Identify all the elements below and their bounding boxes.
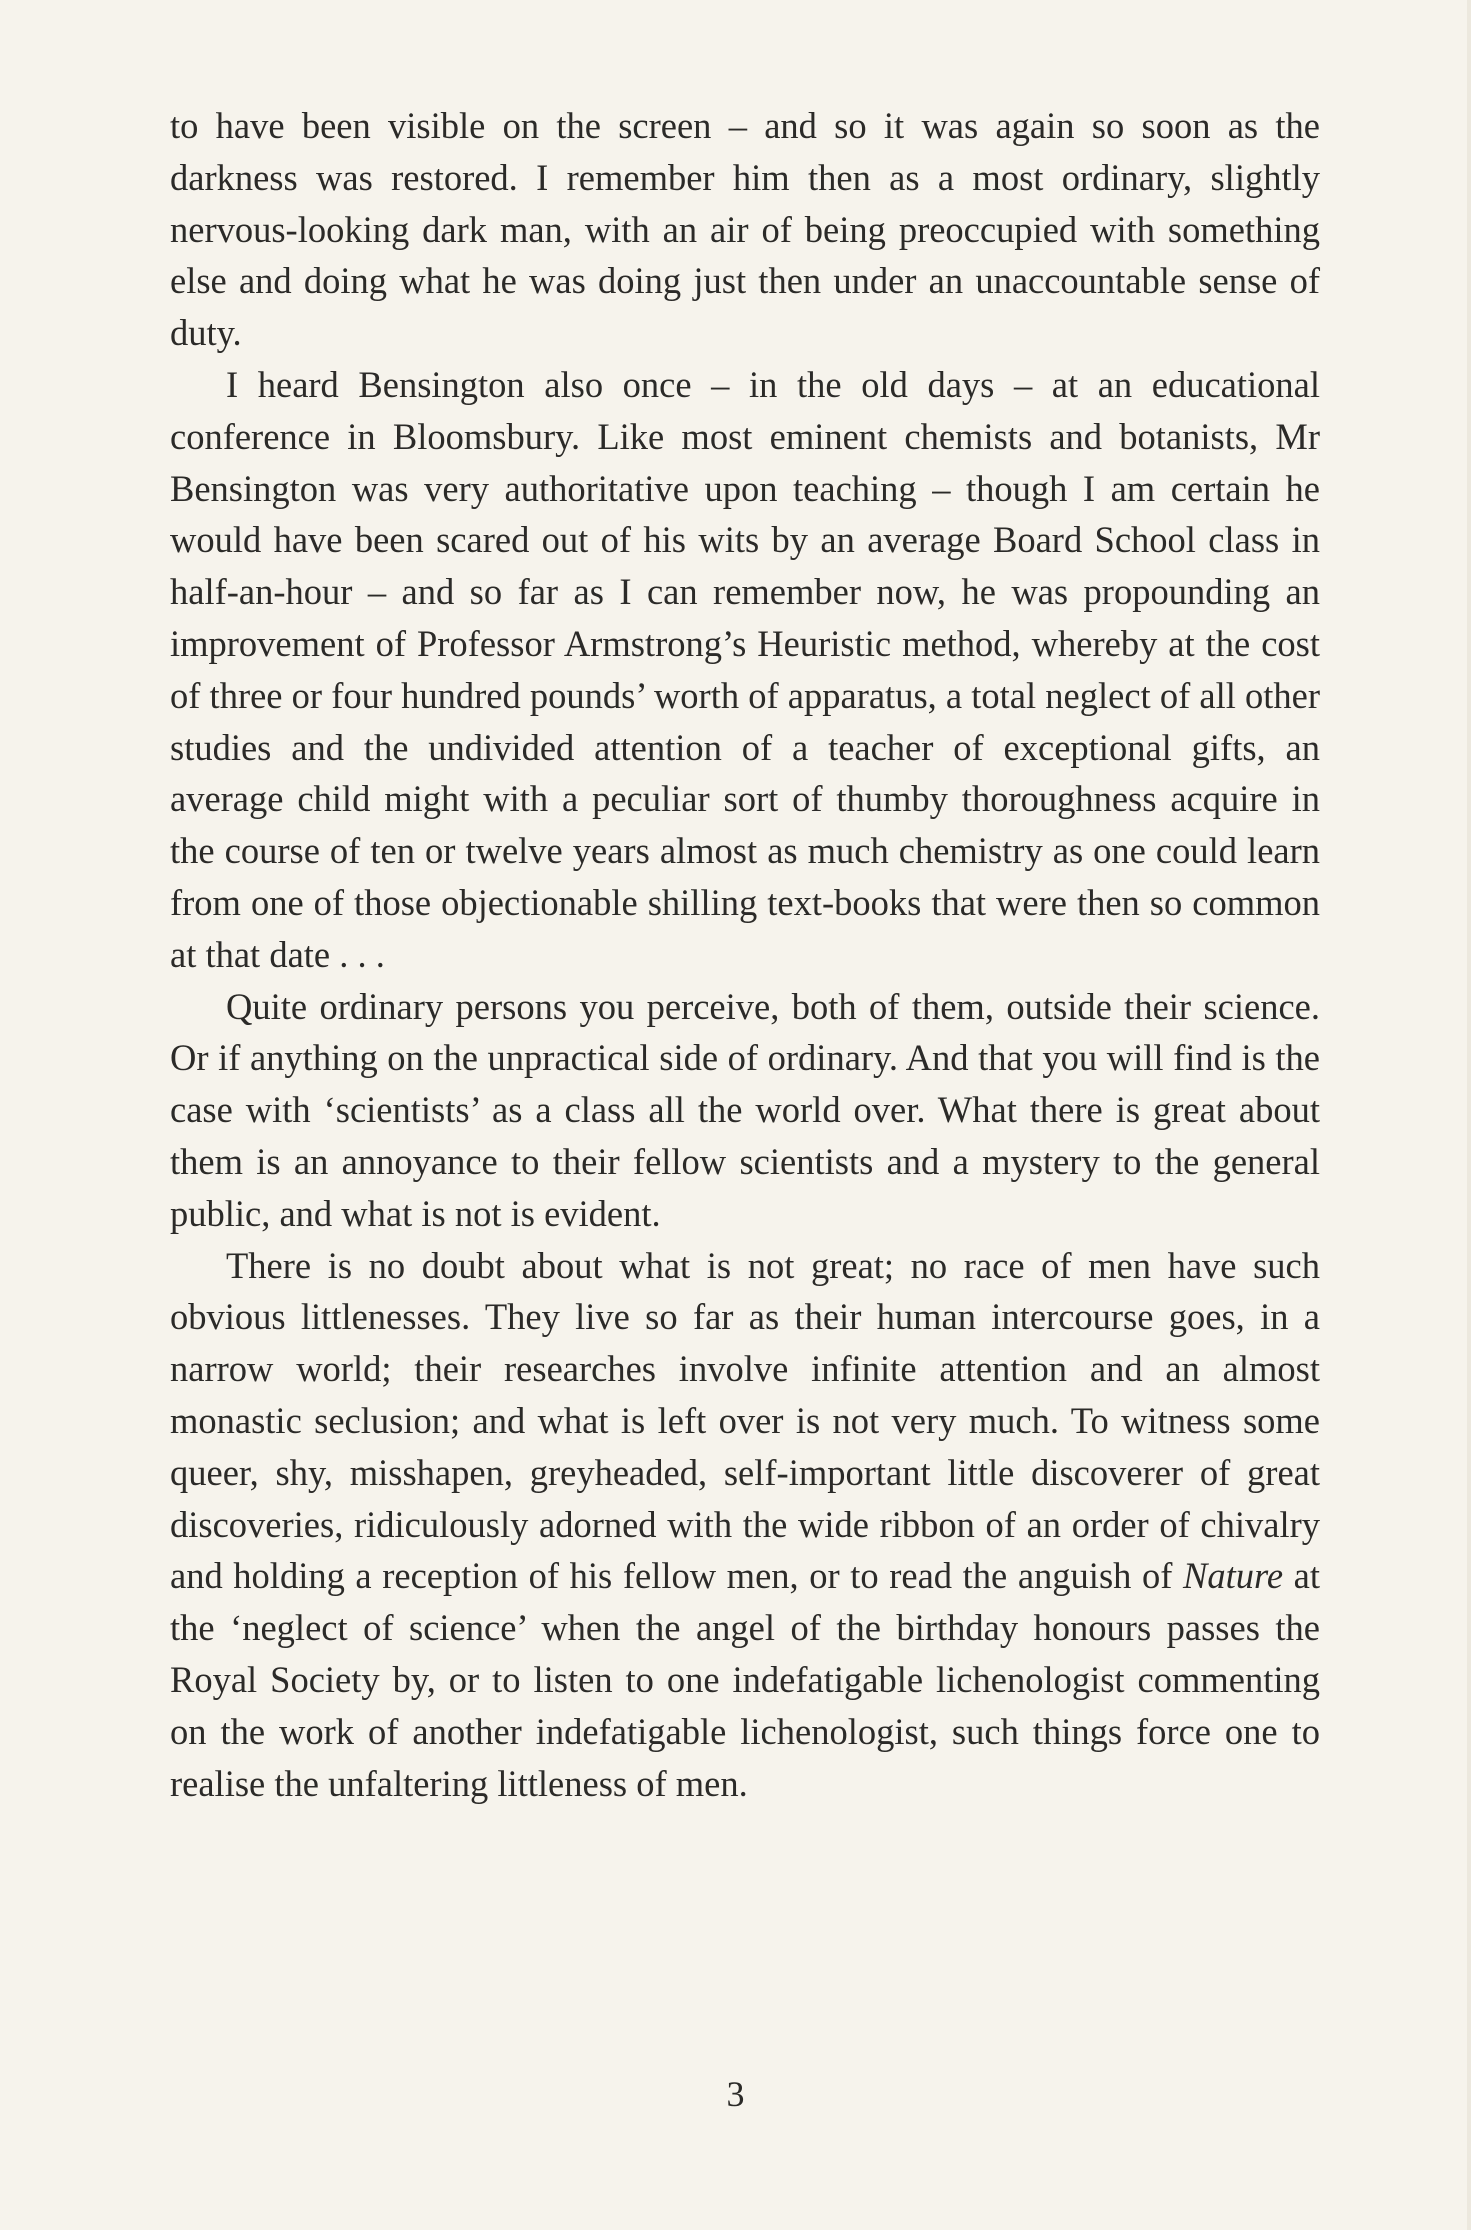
paragraph-4-text-b: at the ‘neglect of science’ when the angel of the birthday honours passes the Royal Society by, or to listen to one indefatigable lichenologist commenting on the work of another indefatigable lichenologist, such things force one to realise the unfaltering littleness of men. [170,1555,1321,1804]
page-edge [1467,0,1471,2230]
page-text-block [170,100,1320,1809]
page-number: 3 [726,2074,745,2114]
paragraph-4-text-a: There is no doubt about what is not great; no race of men have such obvious littlenesses. They live so far as their human intercourse goes, in a narrow world; their researches involve infinite attention and an almost monastic seclusion; and what is left over is not very much. To witness some queer, shy, misshapen, greyheaded, self-important little discoverer of great discoveries, ridiculously adorned with the wide ribbon of an order of chivalry and holding a reception of his fellow men, or to read the anguish of [170,1244,1320,1597]
paragraph-1: to have been visible on the screen – and so it was again so soon as the darkness was restored. I remember him then as a most ordinary, slightly nervous-looking dark man, with an air of being preoccupied with something else and doing what he was doing just then under an unaccountable sense of duty. [170,105,1320,354]
paragraph-4 [170,1240,1320,1810]
paragraph-2: I heard Bensington also once – in the old days – at an educational conference in Bloomsbury. Like most eminent chemists and botanists, Mr Bensington was very authoritative upon teaching – though I am certain he would have been scared out of his wits by an average Board School class in half-an-hour – and so far as I can remember now, he was propounding an improvement of Professor Armstrong’s Heuristic method, whereby at the cost of three or four hundred pounds’ worth of apparatus, a total neglect of all other studies and the undivided attention of a teacher of exceptional gifts, an average child might with a peculiar sort of thumby thoroughness acquire in the course of ten or twelve years almost as much chemistry as one could learn from one of those objectionable shilling text-books that were then so common at that date . . . [170,363,1320,975]
journal-title-nature: Nature [1183,1555,1284,1597]
paragraph-3: Quite ordinary persons you perceive, both of them, outside their science. Or if anything on the unpractical side of ordinary. And that you will find is the case with ‘scientists’ as a class all the world over. What there is great about them is an annoyance to their fellow scientists and a mystery to the general public, and what is not is evident. [170,985,1320,1234]
